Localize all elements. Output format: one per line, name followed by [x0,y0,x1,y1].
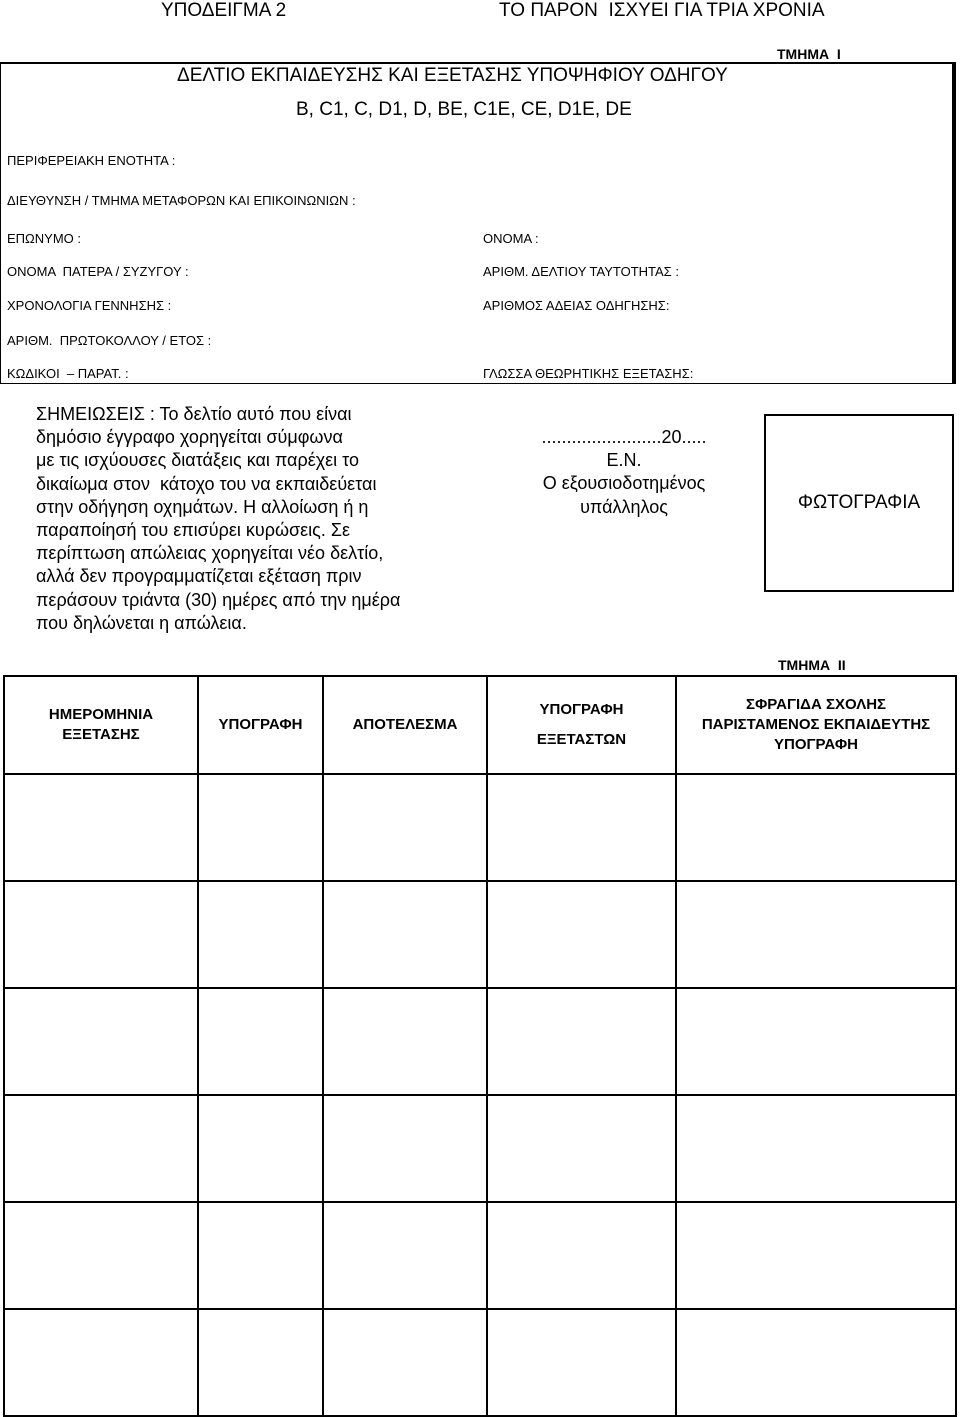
table-cell[interactable] [4,1095,198,1202]
name-field-label: ΟΝΟΜΑ : [483,231,539,246]
table-cell[interactable] [676,774,956,881]
table-cell[interactable] [198,881,323,988]
notes-line: με τις ισχύουσες διατάξεις και παρέχει το [36,450,360,471]
table-header-row [4,676,956,774]
protocol-field-label: ΑΡΙΘΜ. ΠΡΩΤΟΚΟΛΛΟΥ / ΕΤΟΣ : [7,333,212,348]
table-cell[interactable] [4,1202,198,1309]
table-cell[interactable] [198,774,323,881]
notes-line: παραποίησή του επισύρει κυρώσεις. Σε [36,520,350,541]
header-school-stamp [676,676,956,774]
signature-role-line: Ο εξουσιοδοτημένος [542,473,706,494]
father-spouse-field-label: ΟΝΟΜΑ ΠΑΤΕΡΑ / ΣΥΖΥΓΟΥ : [7,264,189,279]
notes-paragraph [36,403,476,635]
table-cell[interactable] [323,881,487,988]
notes-line: περίπτωση απώλειας χορηγείται νέο δελτίο, [36,543,384,564]
header-line: ΕΞΕΤΑΣΗΣ [62,726,140,743]
header-line: ΥΠΟΓΡΑΦΗ [218,716,303,733]
table-cell[interactable] [676,1202,956,1309]
header-result [323,676,487,774]
table-cell[interactable] [487,774,676,881]
section-1-label: ΤΜΗΜΑ I [777,46,841,62]
table-row [4,1202,956,1309]
table-row [4,1095,956,1202]
codes-field-label: ΚΩΔΙΚΟΙ – ΠΑΡΑΤ. : [7,366,129,381]
section-2-label: ΤΜΗΜΑ II [778,657,846,673]
notes-line: ΣΗΜΕΙΩΣΕΙΣ : Το δελτίο αυτό που είναι [36,404,352,424]
table-cell[interactable] [198,1202,323,1309]
signature-abbrev: Ε.Ν. [606,450,642,471]
header-line: ΣΦΡΑΓΙΔΑ ΣΧΟΛΗΣ [745,696,887,713]
table-cell[interactable] [676,881,956,988]
header-line: ΑΠΟΤΕΛΕΣΜΑ [352,716,458,733]
signature-date-line: ........................20..... [541,427,707,447]
header-exam-date [4,676,198,774]
table-cell[interactable] [487,1309,676,1416]
header-line: ΕΞΕΤΑΣΤΩΝ [536,731,627,748]
table-cell[interactable] [4,774,198,881]
table-cell[interactable] [676,1095,956,1202]
license-number-field-label: ΑΡΙΘΜΟΣ ΑΔΕΙΑΣ ΟΔΗΓΗΣΗΣ: [483,298,670,313]
birth-date-field-label: ΧΡΟΝΟΛΟΓΙΑ ΓΕΝΝΗΣΗΣ : [7,298,172,313]
signature-block [504,426,744,519]
table-cell[interactable] [323,1095,487,1202]
header-line: ΠΑΡΙΣΤΑΜΕΝΟΣ ΕΚΠΑΙΔΕΥΤΗΣ [701,716,931,733]
table-row [4,881,956,988]
table-cell[interactable] [4,881,198,988]
table-cell[interactable] [487,1095,676,1202]
header-signature [198,676,323,774]
license-categories: B, C1, C, D1, D, BE, C1E, CE, D1E, DE [296,99,632,120]
table-cell[interactable] [487,1202,676,1309]
notes-line: στην οδήγηση οχημάτων. Η αλλοίωση ή η [36,496,369,517]
table-cell[interactable] [4,1309,198,1416]
header-line: ΗΜΕΡΟΜΗΝΙΑ [48,706,154,723]
table-cell[interactable] [4,988,198,1095]
notes-line: δικαίωμα στον κάτοχο του να εκπαιδεύεται [36,473,377,494]
table-cell[interactable] [323,1309,487,1416]
table-cell[interactable] [323,988,487,1095]
surname-field-label: ΕΠΩΝΥΜΟ : [7,231,82,246]
theory-language-field-label: ΓΛΩΣΣΑ ΘΕΩΡΗΤΙΚΗΣ ΕΞΕΤΑΣΗΣ: [483,366,694,381]
table-cell[interactable] [198,988,323,1095]
table-row [4,774,956,881]
table-cell[interactable] [323,774,487,881]
table-cell[interactable] [487,881,676,988]
example-label: ΥΠΟΔΕΙΓΜΑ 2 [161,0,287,21]
header-line: ΥΠΟΓΡΑΦΗ [539,701,624,718]
table-cell[interactable] [198,1095,323,1202]
table-cell[interactable] [323,1202,487,1309]
photo-box [764,414,954,592]
region-field-label: ΠΕΡΙΦΕΡΕΙΑΚΗ ΕΝΟΤΗΤΑ : [7,153,176,168]
table-cell[interactable] [487,988,676,1095]
header-line: ΥΠΟΓΡΑΦΗ [774,736,858,753]
notes-line: περάσουν τριάντα (30) ημέρες από την ημέρα [36,589,401,610]
table-row [4,1309,956,1416]
id-card-field-label: ΑΡΙΘΜ. ΔΕΛΤΙΟΥ ΤΑΥΤΟΤΗΤΑΣ : [483,264,679,279]
form-title: ΔΕΛΤΙΟ ΕΚΠΑΙΔΕΥΣΗΣ ΚΑΙ ΕΞΕΤΑΣΗΣ ΥΠΟΨΗΦΙΟΥ ΟΔΗΓΟΥ [177,65,728,86]
signature-role-line: υπάλληλος [580,496,668,517]
validity-note: ΤΟ ΠΑΡΟΝ ΙΣΧΥΕΙ ΓΙΑ ΤΡΙΑ ΧΡΟΝΙΑ [499,0,825,21]
table-cell[interactable] [676,1309,956,1416]
photo-label: ΦΩΤΟΓΡΑΦΙΑ [797,492,921,513]
table-row [4,988,956,1095]
header-examiners-signature [487,676,676,774]
directorate-field-label: ΔΙΕΥΘΥΝΣΗ / ΤΜΗΜΑ ΜΕΤΑΦΟΡΩΝ ΚΑΙ ΕΠΙΚΟΙΝΩΝΙΩΝ : [7,193,356,208]
table-cell[interactable] [198,1309,323,1416]
notes-line: δημόσιο έγγραφο χορηγείται σύμφωνα [36,427,343,448]
notes-line: που δηλώνεται η απώλεια. [36,612,247,633]
notes-line: αλλά δεν προγραμματίζεται εξέταση πριν [36,566,362,587]
table-cell[interactable] [676,988,956,1095]
exam-table [3,675,957,1417]
